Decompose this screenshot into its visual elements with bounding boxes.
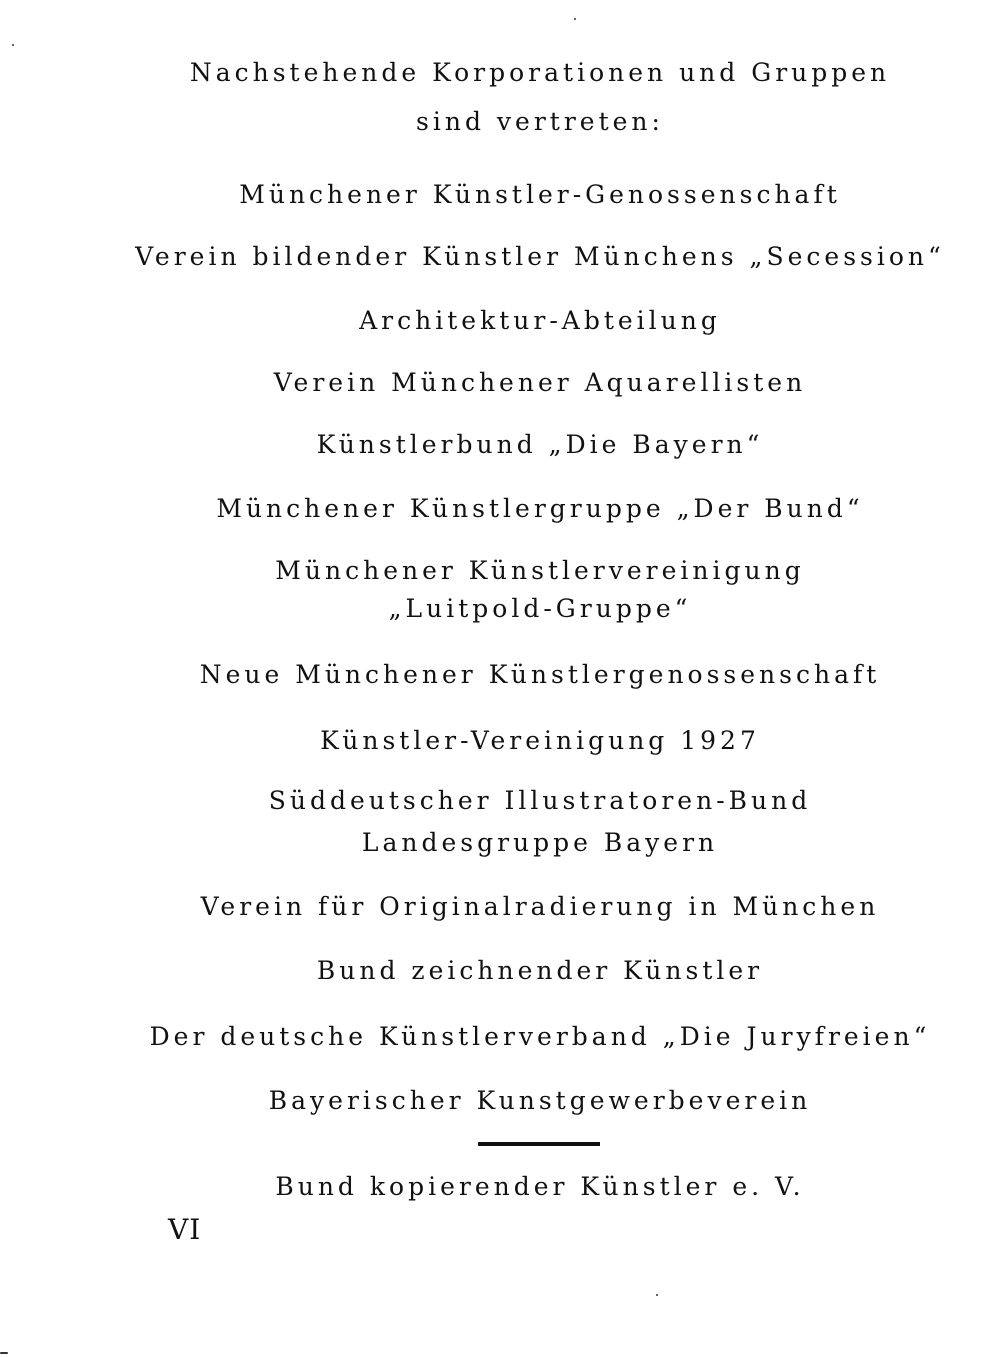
org-neue-kuenstlergenossenschaft: Neue Münchener Künstlergenossenschaft <box>199 660 881 689</box>
org-die-juryfreien: Der deutsche Künstlerverband „Die Juryfreien“ <box>149 1022 931 1051</box>
org-secession: Verein bildender Künstler Münchens „Secession“ <box>135 242 945 271</box>
org-illustratoren-bund: Süddeutscher Illustratoren-Bund <box>268 786 812 815</box>
org-aquarellisten: Verein Münchener Aquarellisten <box>273 368 807 397</box>
org-zeichnender-kuenstler: Bund zeichnender Künstler <box>316 956 764 985</box>
org-muenchener-kuenstler-genossenschaft: Münchener Künstler-Genossenschaft <box>239 180 841 209</box>
horizontal-rule <box>478 1142 600 1146</box>
scan-speck <box>0 1352 8 1354</box>
intro-line-1: Nachstehende Korporationen und Gruppen <box>189 58 891 87</box>
page-number: VI <box>168 1213 202 1246</box>
org-die-bayern: Künstlerbund „Die Bayern“ <box>316 430 764 459</box>
org-luitpold-gruppe: „Luitpold-Gruppe“ <box>388 594 692 623</box>
intro-line-2: sind vertreten: <box>416 107 664 136</box>
org-der-bund: Münchener Künstlergruppe „Der Bund“ <box>216 494 864 523</box>
org-architektur-abteilung: Architektur-Abteilung <box>359 306 721 335</box>
org-kuenstlervereinigung: Münchener Künstlervereinigung <box>275 556 805 585</box>
org-kunstgewerbeverein: Bayerischer Kunstgewerbeverein <box>268 1086 812 1115</box>
org-originalradierung: Verein für Originalradierung in München <box>200 892 880 921</box>
org-vereinigung-1927: Künstler-Vereinigung 1927 <box>320 726 760 755</box>
scan-speck <box>12 44 14 46</box>
org-landesgruppe-bayern: Landesgruppe Bayern <box>361 828 719 857</box>
scan-speck <box>574 18 576 20</box>
org-kopierender-kuenstler: Bund kopierender Künstler e. V. <box>275 1172 805 1201</box>
scan-speck <box>656 1294 658 1296</box>
